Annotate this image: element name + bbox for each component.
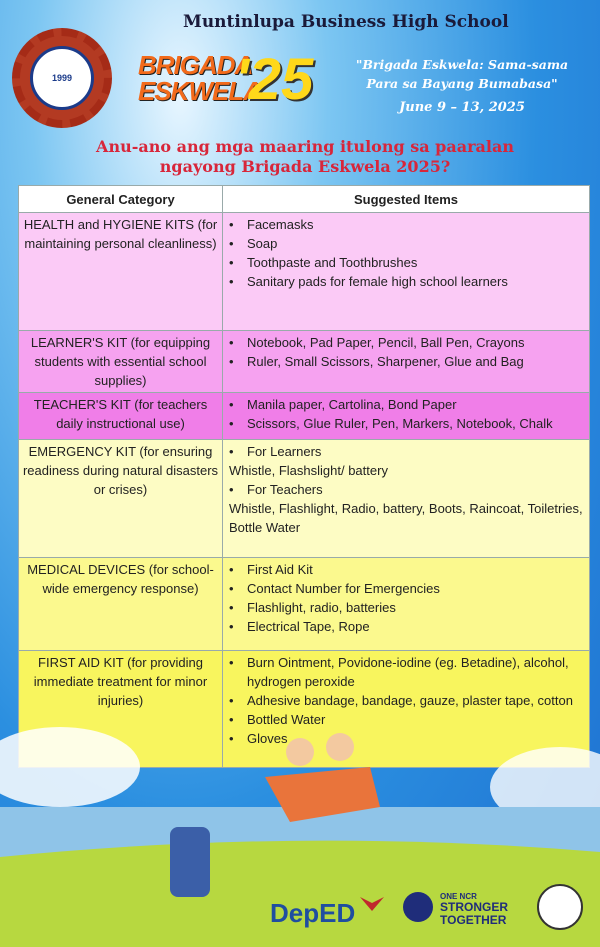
category-cell: HEALTH and HYGIENE KITS (for maintaining personal cleanliness)	[19, 213, 223, 331]
grass-field	[0, 841, 600, 947]
event-date: June 9 – 13, 2025	[399, 100, 525, 115]
theme-line1: "Brigada Eskwela: Sama-sama	[355, 57, 569, 72]
logo-year: '25	[235, 47, 314, 112]
items-cell	[223, 558, 590, 651]
suggested-item: • Notebook, Pad Paper, Pencil, Ball Pen, Crayons	[229, 333, 583, 352]
table-row	[19, 440, 590, 558]
items-cell	[223, 331, 590, 393]
theme	[332, 55, 592, 93]
students-figure	[170, 827, 210, 897]
child-figure	[286, 738, 314, 766]
school-name: Muntinlupa Business High School	[183, 12, 509, 32]
item-list	[229, 333, 583, 371]
division-seal-logo	[538, 885, 582, 929]
school-seal-logo	[12, 28, 112, 128]
items-cell	[223, 213, 590, 331]
items-cell	[223, 393, 590, 440]
header-items: Suggested Items	[223, 186, 590, 213]
suggested-item: • Electrical Tape, Rope	[229, 617, 583, 636]
category-cell: MEDICAL DEVICES (for school-wide emergency response)	[19, 558, 223, 651]
suggested-item: • First Aid Kit	[229, 560, 583, 579]
suggested-items-table	[18, 185, 590, 768]
suggested-item: • For Teachers	[229, 480, 583, 499]
header-category: General Category	[19, 186, 223, 213]
suggested-item: • Sanitary pads for female high school learners	[229, 272, 583, 291]
item-list	[229, 395, 583, 433]
theme-line2: Para sa Bayang Bumabasa"	[366, 76, 558, 91]
cloud-left	[0, 727, 140, 807]
suggested-item: • Gloves	[229, 729, 583, 748]
suggested-item: • Toothpaste and Toothbrushes	[229, 253, 583, 272]
suggested-item: • Soap	[229, 234, 583, 253]
suggested-item: • Scissors, Glue Ruler, Pen, Markers, Notebook, Chalk	[229, 414, 583, 433]
category-cell: EMERGENCY KIT (for ensuring readiness during natural disasters or crises)	[19, 440, 223, 558]
suggested-item: Whistle, Flashlight, Radio, battery, Boots, Raincoat, Toiletries, Bottle Water	[229, 501, 583, 535]
item-list	[229, 442, 583, 537]
suggested-item: • For Learners	[229, 442, 583, 461]
seal-year: 1999	[30, 46, 94, 110]
items-cell	[223, 440, 590, 558]
suggested-item: • Adhesive bandage, bandage, gauze, plaster tape, cotton	[229, 691, 583, 710]
question-line2: ngayong Brigada Eskwela 2025?	[159, 157, 451, 176]
illustration-scene	[0, 727, 600, 947]
item-list	[229, 560, 583, 636]
suggested-item: Whistle, Flashslight/ battery	[229, 463, 388, 478]
question-heading	[20, 137, 590, 177]
ncr-line1: ONE NCR	[440, 892, 477, 901]
suggested-item: • Flashlight, radio, batteries	[229, 598, 583, 617]
suggested-item: • Manila paper, Cartolina, Bond Paper	[229, 395, 583, 414]
table-row	[19, 331, 590, 393]
logo-line2: ESKWELA	[138, 76, 261, 106]
suggested-item: • Facemasks	[229, 215, 583, 234]
category-cell: FIRST AID KIT (for providing immediate treatment for minor injuries)	[19, 651, 223, 768]
question-line1: Anu-ano ang mga maaring itulong sa paaralan	[96, 137, 514, 156]
child-figure	[326, 733, 354, 761]
table-row	[19, 213, 590, 331]
deped-logo: DepED	[270, 898, 356, 928]
suggested-item: • Ruler, Small Scissors, Sharpener, Glue and Bag	[229, 352, 583, 371]
category-cell: TEACHER'S KIT (for teachers daily instructional use)	[19, 393, 223, 440]
table-row	[19, 558, 590, 651]
ncr-line2: STRONGER	[440, 900, 509, 914]
ncr-seal-logo	[403, 892, 433, 922]
category-cell: LEARNER'S KIT (for equipping students with essential school supplies)	[19, 331, 223, 393]
suggested-item: • Bottled Water	[229, 710, 583, 729]
suggested-item: • Contact Number for Emergencies	[229, 579, 583, 598]
logo-line1: BRIGADA	[138, 50, 253, 80]
suggested-item: • Burn Ointment, Povidone-iodine (eg. Betadine), alcohol, hydrogen peroxide	[229, 653, 583, 691]
table-row	[19, 393, 590, 440]
ncr-line3: TOGETHER	[440, 913, 507, 927]
item-list	[229, 215, 583, 291]
